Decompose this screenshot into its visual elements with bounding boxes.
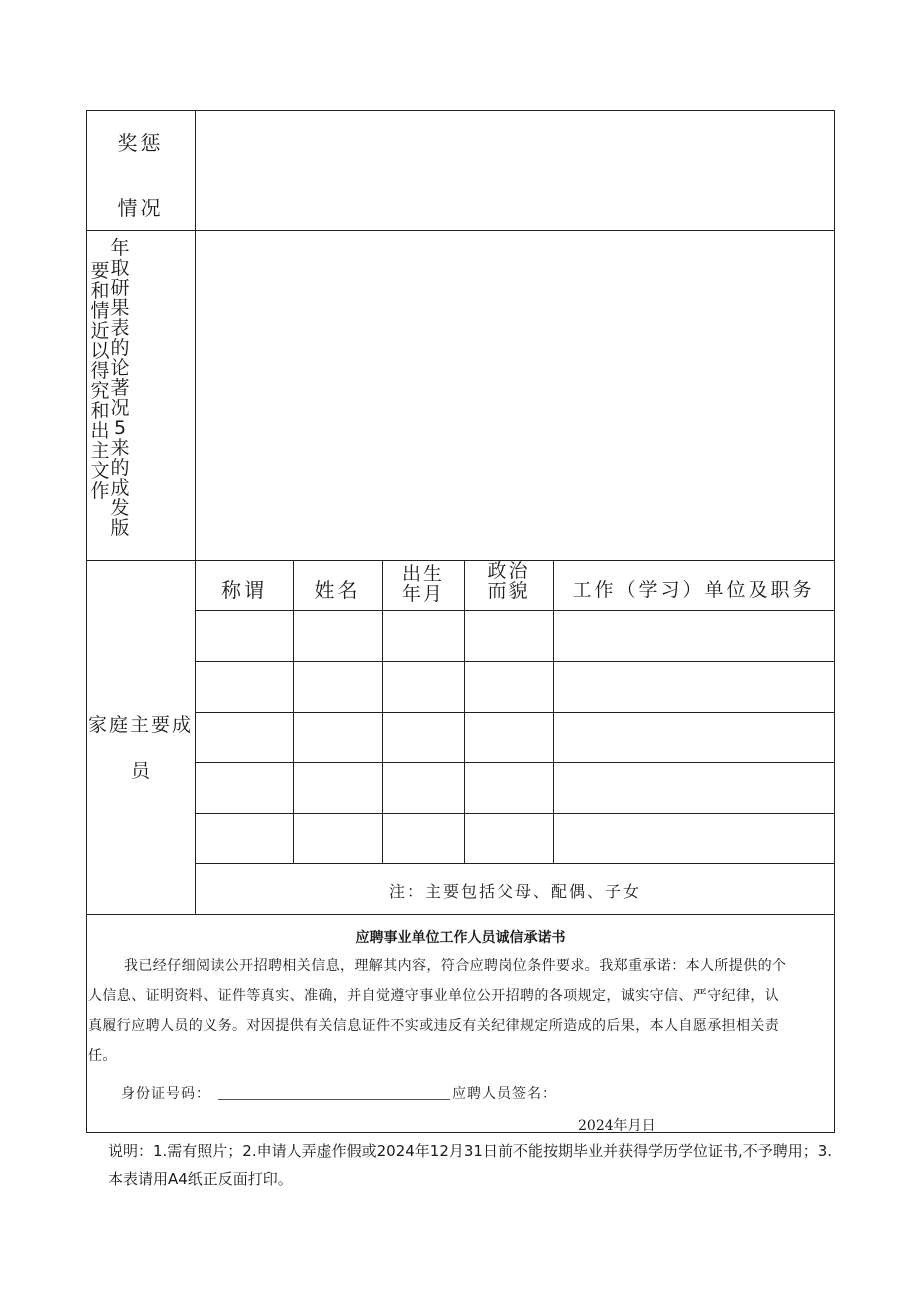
research-label-char: 著: [110, 377, 130, 399]
family-member-cell[interactable]: [196, 662, 293, 712]
research-label-column-left: [90, 261, 110, 501]
family-member-cell[interactable]: [465, 713, 553, 762]
family-member-cell[interactable]: [383, 763, 464, 813]
table-left-border: [86, 110, 87, 1133]
research-label-char: 成: [110, 477, 130, 499]
research-label-char: 果: [110, 297, 130, 319]
awards-label-line2: 情况: [117, 196, 164, 220]
research-label-char: 文: [90, 460, 110, 482]
research-label-char: 近: [90, 320, 110, 342]
table-right-border: [834, 110, 835, 1133]
family-header-political: [464, 561, 553, 601]
family-header-work: 工作（学习）单位及职务: [572, 579, 815, 601]
research-label-char: 5: [113, 417, 127, 439]
research-label-column-right: [110, 238, 130, 538]
family-member-cell[interactable]: [196, 611, 293, 661]
family-member-cell[interactable]: [196, 814, 293, 863]
id-number-field[interactable]: [218, 1081, 450, 1100]
research-label-char: 来: [110, 437, 130, 459]
family-header-name: 姓名: [314, 578, 361, 602]
research-bottom-line: [86, 560, 835, 561]
family-member-cell[interactable]: [465, 662, 553, 712]
id-number-label: 身份证号码：: [121, 1086, 211, 1102]
footer-notes: [108, 1139, 833, 1191]
family-member-cell[interactable]: [383, 662, 464, 712]
family-member-cell[interactable]: [465, 814, 553, 863]
pledge-body: [88, 951, 834, 1071]
research-label-char: 要: [90, 260, 110, 282]
research-label-char: 出: [90, 420, 110, 442]
family-member-cell[interactable]: [554, 763, 834, 813]
family-bottom-line: [86, 914, 835, 915]
family-header-birth-line2: 年月: [401, 583, 444, 605]
research-label-char: 作: [90, 480, 110, 502]
family-member-cell[interactable]: [294, 662, 382, 712]
family-member-cell[interactable]: [554, 713, 834, 762]
pledge-body-line: 我已经仔细阅读公开招聘相关信息，理解其内容，符合应聘岗位条件要求。我郑重承诺：本人所提供的个: [124, 958, 787, 974]
research-label-char: 和: [90, 280, 110, 302]
research-label-char: 发: [110, 497, 130, 519]
research-label-char: 的: [110, 457, 130, 479]
family-member-cell[interactable]: [383, 814, 464, 863]
family-label-line2: 员: [130, 760, 150, 782]
family-member-cell[interactable]: [196, 713, 293, 762]
research-label-char: 年: [110, 237, 130, 259]
awards-label-line1: 奖惩: [117, 131, 164, 155]
family-member-cell[interactable]: [554, 662, 834, 712]
family-member-cell[interactable]: [554, 611, 834, 661]
family-member-cell[interactable]: [294, 763, 382, 813]
family-header-birth-line1: 出生: [401, 563, 444, 585]
research-content-cell[interactable]: [196, 231, 834, 560]
research-label-char: 以: [90, 340, 110, 362]
footer-note-line2: 本表请用A4纸正反面打印。: [108, 1170, 293, 1188]
family-header-political-line2: 而貌: [487, 580, 530, 602]
family-member-cell[interactable]: [294, 713, 382, 762]
family-note: 注：主要包括父母、配偶、子女: [388, 882, 641, 901]
research-label-char: 研: [110, 277, 130, 299]
family-member-cell[interactable]: [383, 611, 464, 661]
awards-content-cell[interactable]: [196, 111, 834, 230]
research-label-char: 得: [90, 360, 110, 382]
family-member-cell[interactable]: [383, 713, 464, 762]
pledge-title: 应聘事业单位工作人员诚信承诺书: [355, 930, 566, 946]
family-row-line: [195, 863, 835, 864]
family-member-cell[interactable]: [294, 611, 382, 661]
family-header-title: 称谓: [221, 578, 267, 602]
pledge-body-line: 人信息、证明资料、证件等真实、准确，并自觉遵守事业单位公开招聘的各项规定，诚实守信、严守纪律，认: [88, 988, 780, 1004]
research-label-char: 况: [110, 397, 130, 419]
research-label-char: 的: [110, 337, 130, 359]
research-label-char: 取: [110, 257, 130, 279]
family-member-cell[interactable]: [465, 611, 553, 661]
research-label-char: 版: [110, 517, 130, 539]
research-label-char: 主: [90, 440, 110, 462]
signature-label: 应聘人员签名：: [452, 1086, 557, 1102]
family-member-cell[interactable]: [465, 763, 553, 813]
table-bottom-border: [86, 1132, 835, 1133]
research-label-char: 情: [90, 300, 110, 322]
family-member-cell[interactable]: [196, 763, 293, 813]
footer-note-line1: 说明：1.需有照片；2.申请人弄虚作假或2024年12月31日前不能按期毕业并获得学历学位证书,不予聘用；3.: [108, 1142, 833, 1160]
research-label-char: 表: [110, 317, 130, 339]
pledge-body-line: 任。: [88, 1048, 117, 1064]
research-label-char: 论: [110, 357, 130, 379]
pledge-body-line: 真履行应聘人员的义务。对因提供有关信息证件不实或违反有关纪律规定所造成的后果，本人自愿承担相关责: [88, 1018, 780, 1034]
family-member-cell[interactable]: [554, 814, 834, 863]
family-header-political-line1: 政治: [487, 560, 530, 582]
family-label-line1: 家庭主要成: [87, 714, 193, 736]
family-member-cell[interactable]: [294, 814, 382, 863]
pledge-date: 2024年月日: [578, 1118, 656, 1134]
research-label-char: 究: [90, 380, 110, 402]
research-label-char: 和: [90, 400, 110, 422]
family-header-birth: [382, 564, 464, 604]
